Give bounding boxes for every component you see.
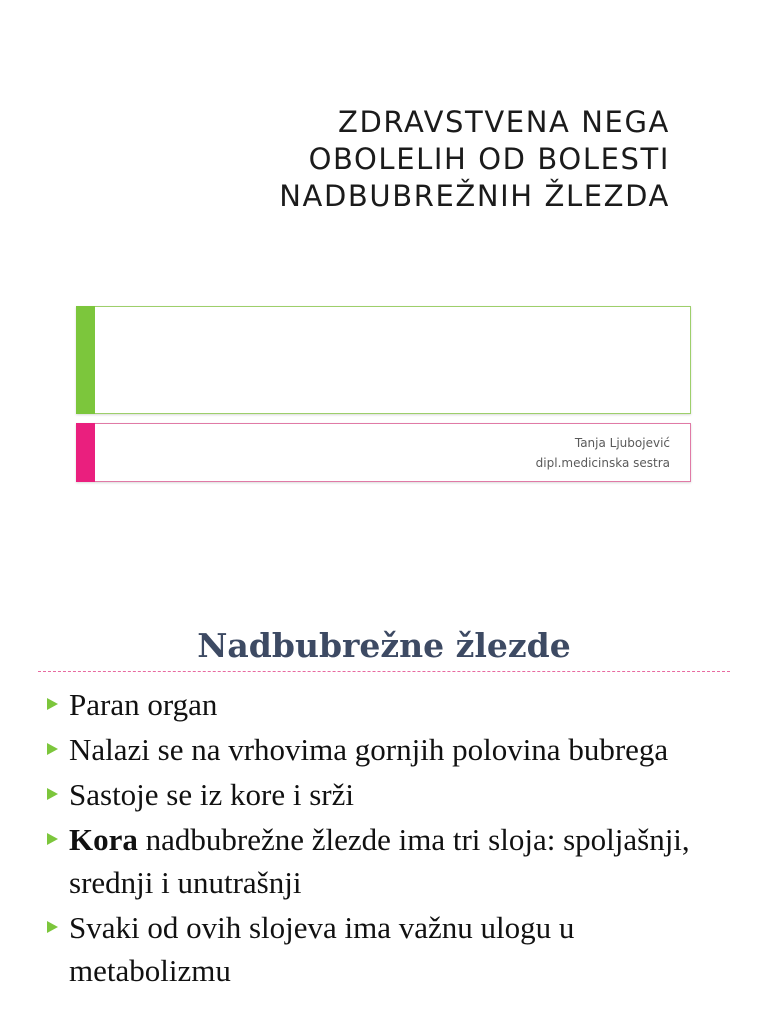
- triangle-bullet-icon: [47, 833, 58, 845]
- bullet-item: [44, 683, 734, 726]
- presentation-title: [279, 104, 670, 215]
- bullet-item: [44, 773, 734, 816]
- bullet-text: Svaki od ovih slojeva ima važnu ulogu u metabolizmu: [69, 910, 575, 988]
- author-box: [76, 423, 691, 482]
- author-role: dipl.medicinska sestra: [535, 456, 670, 470]
- bullet-text: Nalazi se na vrhovima gornjih polovina bubrega: [69, 732, 669, 767]
- pink-accent-bar: [76, 423, 95, 482]
- green-accent-bar: [76, 306, 95, 414]
- bullet-list: [44, 683, 734, 994]
- triangle-bullet-icon: [47, 788, 58, 800]
- triangle-bullet-icon: [47, 743, 58, 755]
- author-info: [536, 433, 670, 473]
- bullet-bold-text: Kora: [69, 822, 138, 857]
- title-line-2: OBOLELIH OD BOLESTI: [308, 142, 670, 176]
- bullet-text: nadbubrežne žlezde ima tri sloja: spoljašnji, srednji i unutrašnji: [69, 822, 690, 900]
- slide-title: Nadbubrežne žlezde: [197, 626, 571, 665]
- triangle-bullet-icon: [47, 921, 58, 933]
- triangle-bullet-icon: [47, 698, 58, 710]
- title-divider: [38, 671, 730, 672]
- bullet-text: Sastoje se iz kore i srži: [69, 777, 354, 812]
- title-line-3: NADBUBREŽNIH ŽLEZDA: [279, 179, 670, 213]
- content-slide: [0, 576, 768, 1024]
- bullet-item: [44, 906, 734, 992]
- author-name: Tanja Ljubojević: [574, 436, 670, 450]
- subtitle-placeholder-box: [76, 306, 691, 414]
- bullet-item: [44, 728, 734, 771]
- title-line-1: ZDRAVSTVENA NEGA: [338, 105, 670, 139]
- bullet-item: [44, 818, 734, 904]
- bullet-text: Paran organ: [69, 687, 218, 722]
